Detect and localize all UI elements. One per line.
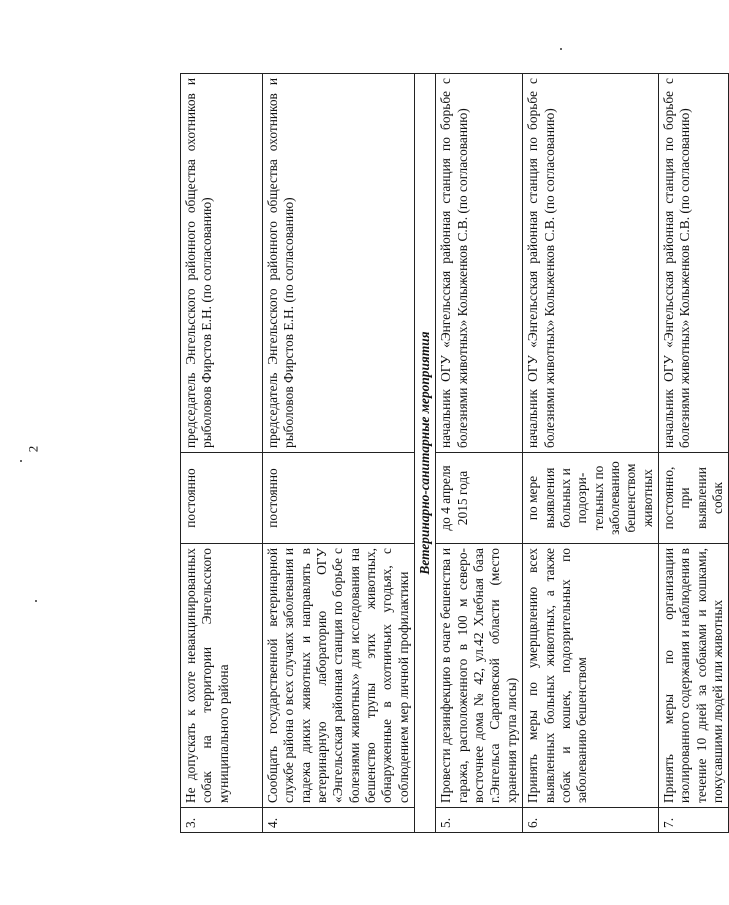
term-text: по мере выявления больных и подозри-тельных по заболеванию бешенством животных <box>523 453 659 544</box>
row-number: 5. <box>436 808 523 833</box>
table-row <box>181 74 263 833</box>
table-row <box>658 74 728 833</box>
action-text: Принять меры по организации изолированного содержания и наблюдения в течение 10 дней за собаками и кошками, покусавшими людей или животных <box>658 544 728 808</box>
responsible-text: председатель Энгельсского районного общества охотников и рыболовов Фирстов Е.Н. (по согласованию) <box>181 74 263 453</box>
scan-speck <box>560 48 562 50</box>
row-number: 4. <box>263 808 415 833</box>
responsible-text: председатель Энгельсского районного общества охотников и рыболовов Фирстов Е.Н. (по согласованию) <box>263 74 415 453</box>
responsible-text: начальник ОГУ «Энгельсская районная станция по борьбе с болезнями животных» Колыженков С.В. (по согласованию) <box>658 74 728 453</box>
action-text: Сообщать государственной ветеринарной службе района о всех случаях заболевания и падежа диких животных и направлять в ветеринарную лабораторию ОГУ «Энгельсская районная станция по борьбе с болезнями животных» для исследования на бешенство трупы этих животных, обнаруженные в охотничьих угодьях, с соблюдением мер личной профилактики <box>263 544 415 808</box>
term-text: постоянно <box>263 453 415 544</box>
term-text: постоянно <box>181 453 263 544</box>
row-number: 7. <box>658 808 728 833</box>
term-text: до 4 апреля 2015 года <box>436 453 523 544</box>
responsible-text: начальник ОГУ «Энгельсская районная станция по борьбе с болезнями животных» Колыженков С.В. (по согласованию) <box>523 74 659 453</box>
scan-speck <box>20 460 22 462</box>
table-row <box>523 74 659 833</box>
responsible-text: начальник ОГУ «Энгельсская районная станция по борьбе с болезнями животных» Колыженков С.В. (по согласованию) <box>436 74 523 453</box>
scan-speck <box>35 600 37 602</box>
action-text: Провести дезинфекцию в очаге бешенства и гаража, расположенного в 100 м северо-восточнее дома № 42, ул.42 Хлебная база г.Энгельса Саратовской области (место хранения трупа лисы) <box>436 544 523 808</box>
table-row <box>263 74 415 833</box>
row-number: 3. <box>181 808 263 833</box>
term-text: постоянно, при выявлении собак <box>658 453 728 544</box>
row-number: 6. <box>523 808 659 833</box>
measures-table <box>180 73 729 833</box>
rotated-document <box>180 73 725 833</box>
page-number: 2 <box>25 445 41 453</box>
table-row <box>436 74 523 833</box>
section-header-row <box>415 74 436 833</box>
action-text: Не допускать к охоте невакцинированных собак на территории Энгельсского муниципального района <box>181 544 263 808</box>
action-text: Принять меры по умерщвлению всех выявленных больных животных, а также собак и кошек, подозрительных по заболеванию бешенством <box>523 544 659 808</box>
section-title: Ветеринарно-санитарные мероприятия <box>415 74 436 833</box>
